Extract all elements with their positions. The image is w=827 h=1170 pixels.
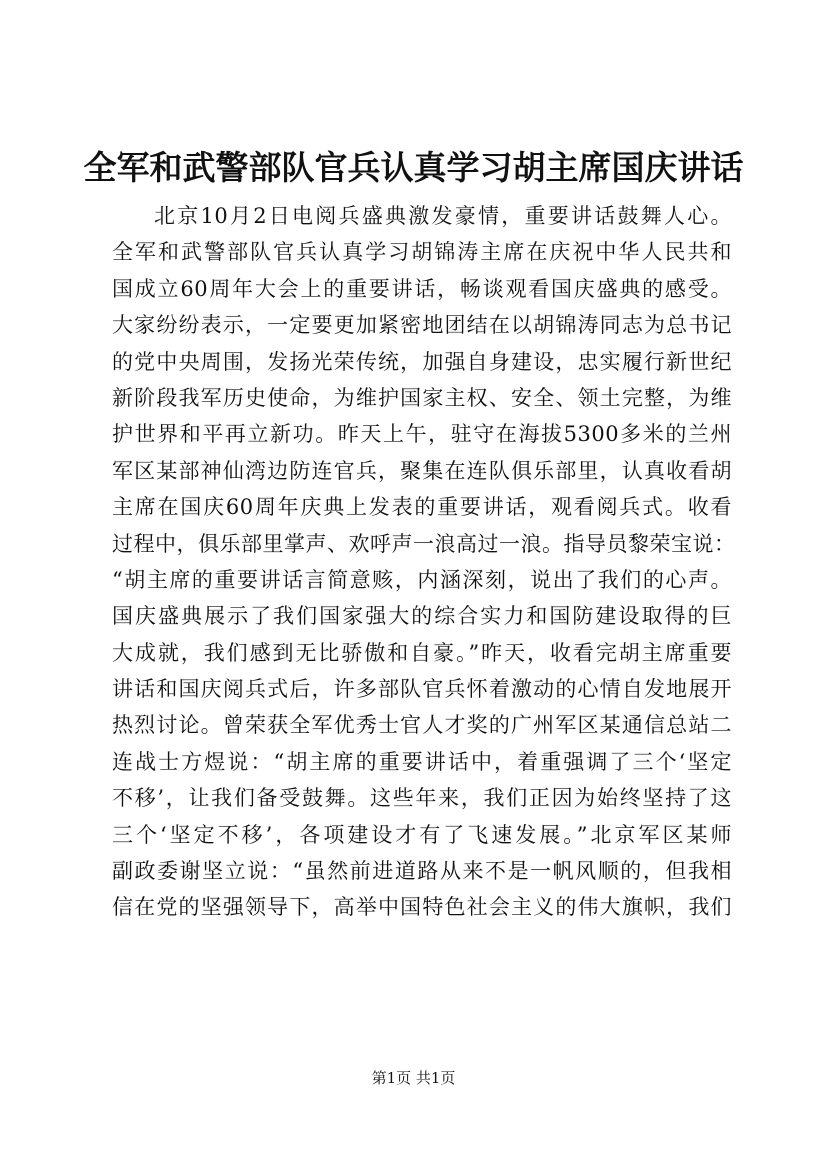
document-body <box>112 198 736 926</box>
body-line: 不移’，让我们备受鼓舞。这些年来，我们正因为始终坚持了这 <box>112 786 732 811</box>
body-line: 讲话和国庆阅兵式后，许多部队官兵怀着激动的心情自发地展开 <box>112 677 732 702</box>
body-line: 护世界和平再立新功。昨天上午，驻守在海拔5300多米的兰州 <box>112 422 732 447</box>
page-footer: 第1页 共1页 <box>371 1069 456 1087</box>
body-line: 副政委谢坚立说：“虽然前进道路从来不是一帆风顺的，但我相 <box>112 859 732 884</box>
body-line: “胡主席的重要讲话言简意赅，内涵深刻，说出了我们的心声。 <box>112 567 732 592</box>
document-title: 全军和武警部队官兵认真学习胡主席国庆讲话 <box>83 148 744 187</box>
body-line: 连战士方煜说：“胡主席的重要讲话中，着重强调了三个‘坚定 <box>112 749 732 774</box>
body-line: 新阶段我军历史使命，为维护国家主权、安全、领土完整，为维 <box>112 385 732 410</box>
body-line: 过程中，俱乐部里掌声、欢呼声一浪高过一浪。指导员黎荣宝说： <box>112 531 736 556</box>
body-line: 大家纷纷表示，一定要更加紧密地团结在以胡锦涛同志为总书记 <box>112 313 732 338</box>
body-line: 全军和武警部队官兵认真学习胡锦涛主席在庆祝中华人民共和 <box>112 240 732 265</box>
body-line: 的党中央周围，发扬光荣传统，加强自身建设，忠实履行新世纪 <box>112 349 732 374</box>
body-line: 大成就，我们感到无比骄傲和自豪。”昨天，收看完胡主席重要 <box>112 640 732 665</box>
body-line: 热烈讨论。曾荣获全军优秀士官人才奖的广州军区某通信总站二 <box>112 713 732 738</box>
body-line: 主席在国庆60周年庆典上发表的重要讲话，观看阅兵式。收看 <box>112 495 732 520</box>
body-line: 国庆盛典展示了我们国家强大的综合实力和国防建设取得的巨 <box>112 604 732 629</box>
body-line: 军区某部神仙湾边防连官兵，聚集在连队俱乐部里，认真收看胡 <box>112 458 732 483</box>
body-line: 三个‘坚定不移’，各项建设才有了飞速发展。”北京军区某师 <box>112 822 732 847</box>
body-line: 国成立60周年大会上的重要讲话，畅谈观看国庆盛典的感受。 <box>112 276 732 301</box>
body-line: 信在党的坚强领导下，高举中国特色社会主义的伟大旗帜，我们 <box>112 895 732 920</box>
body-line: 北京10月2日电阅兵盛典激发豪情，重要讲话鼓舞人心。 <box>154 204 732 228</box>
